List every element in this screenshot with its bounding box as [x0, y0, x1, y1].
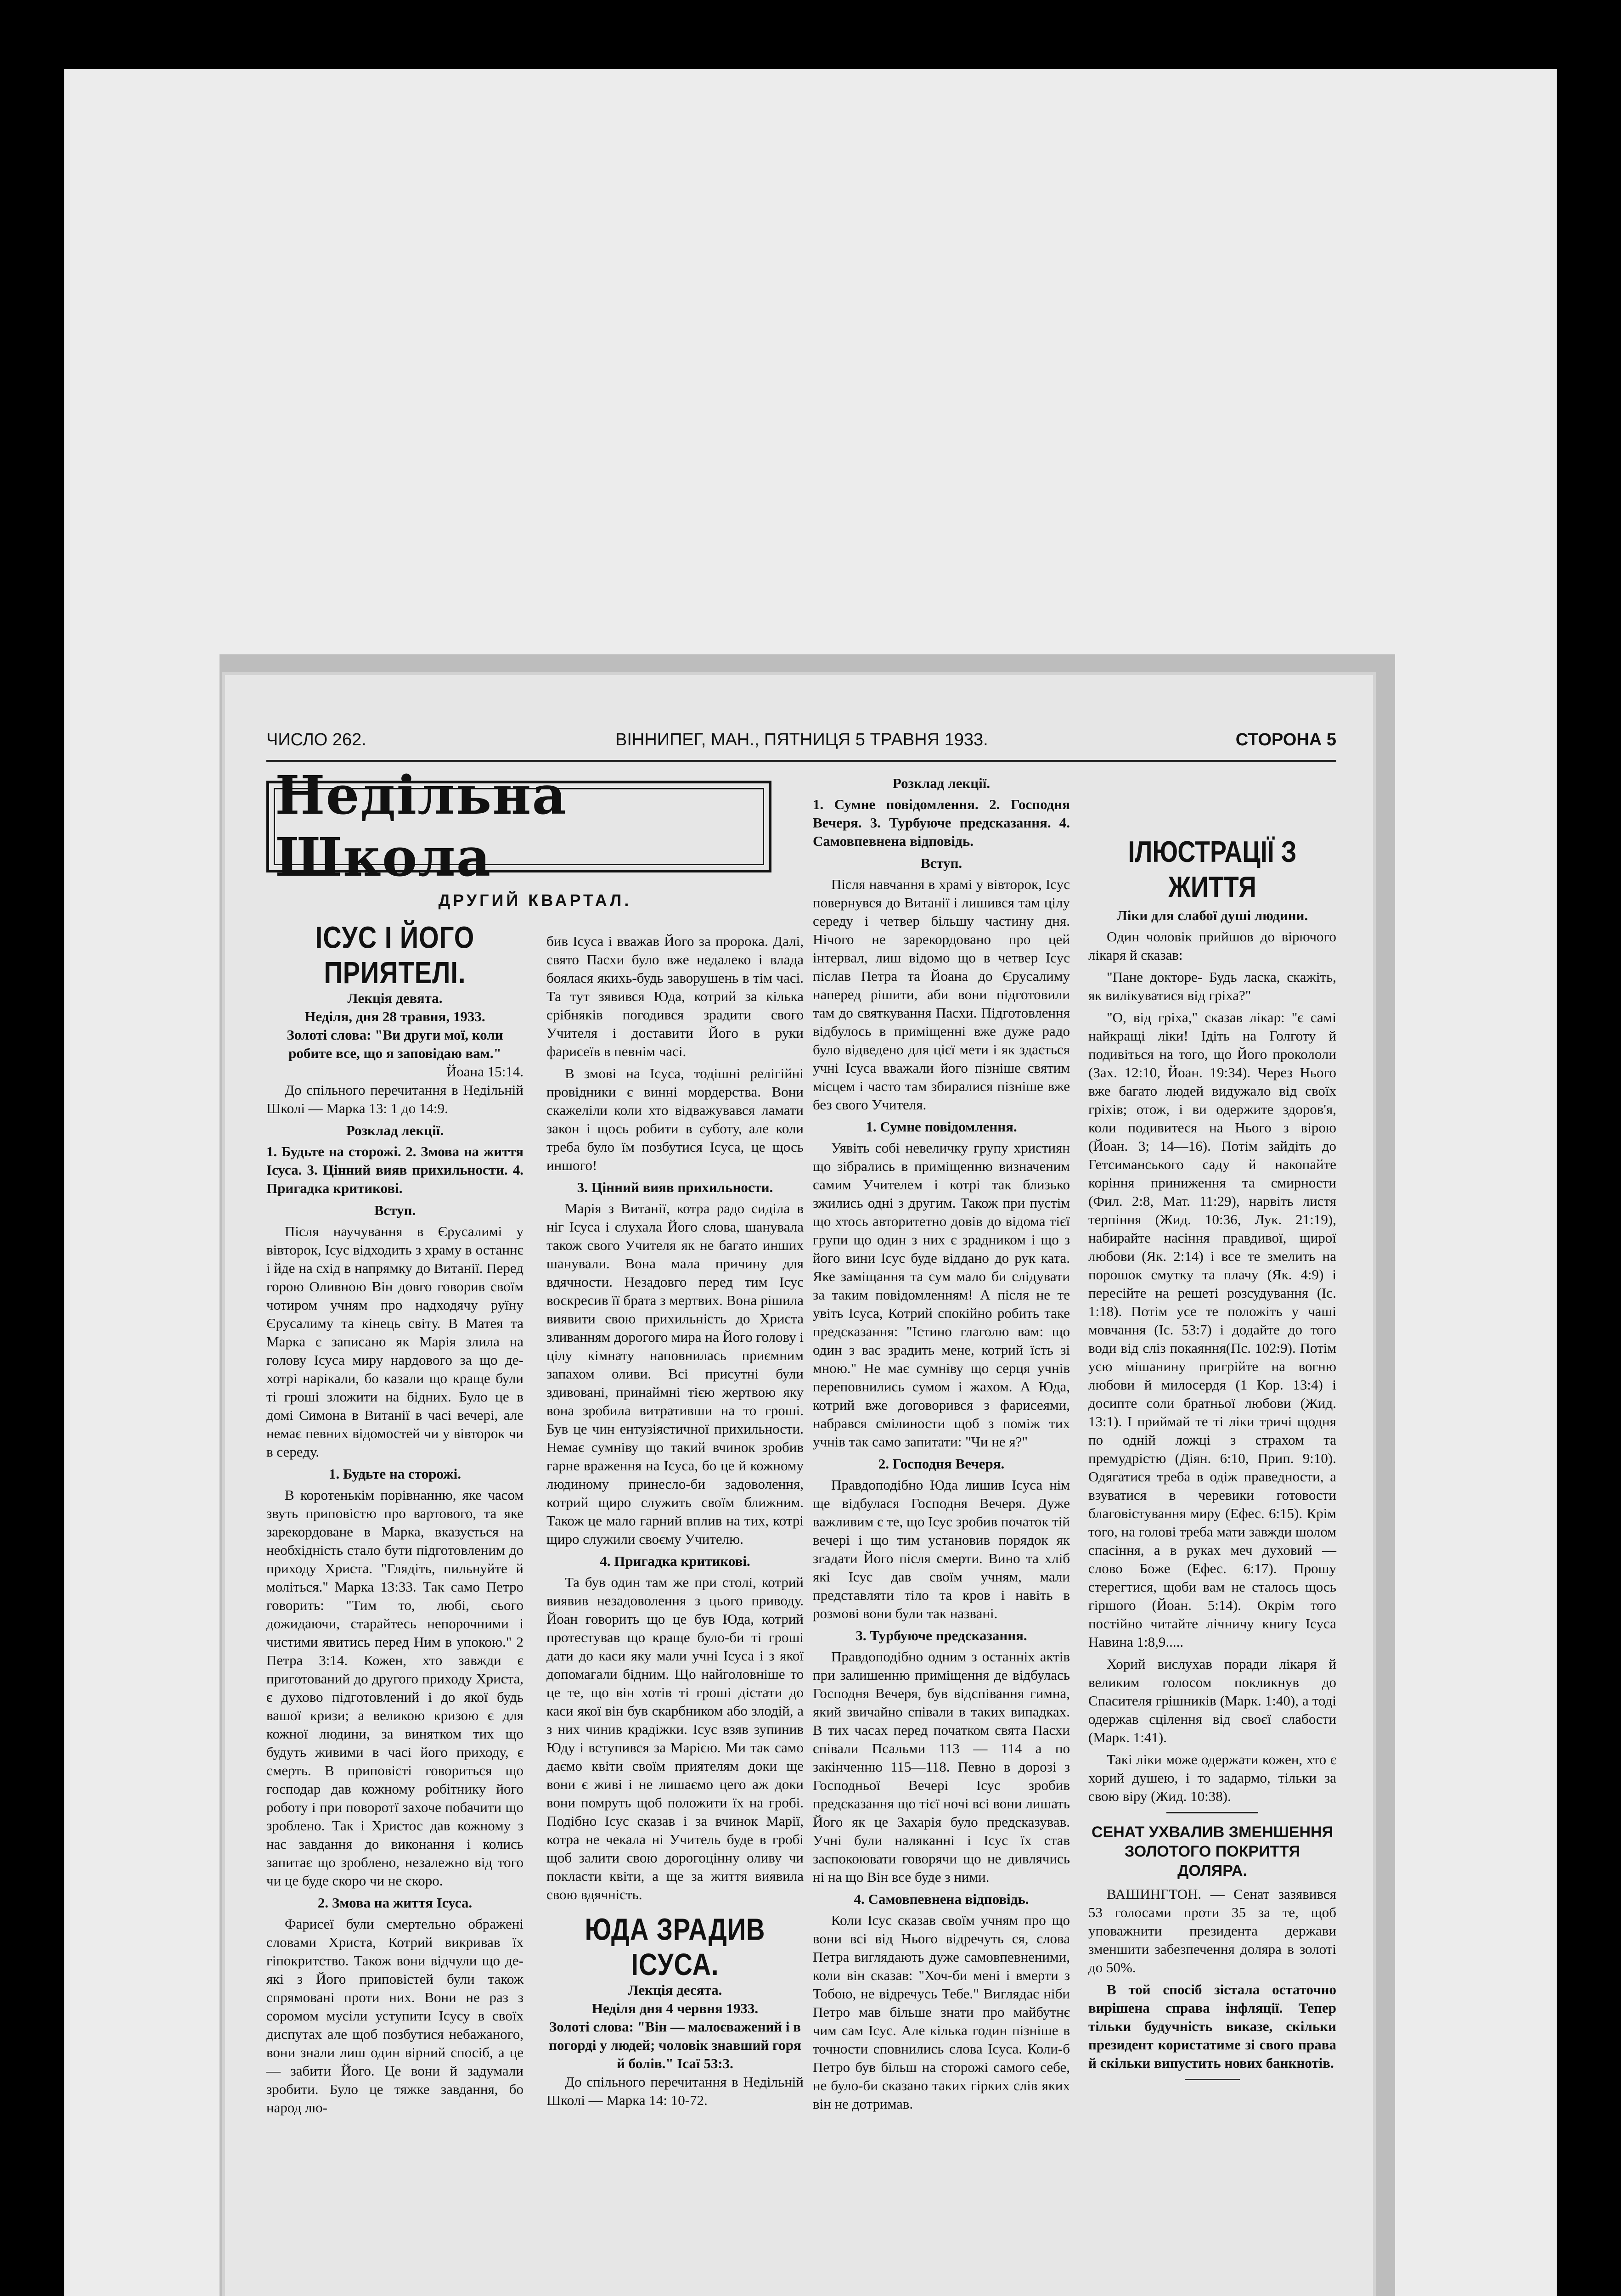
- lesson10-s2-head: 2. Господня Вечеря.: [878, 1456, 1005, 1472]
- lesson10-number: Лекція десята.: [628, 1982, 722, 1998]
- lesson10-reading: До спільного перечитання в Недільній Школі — Марка 14: 10-72.: [546, 2074, 804, 2108]
- lesson10-golden-words: Золоті слова: "Він — малоєважений і в погорді у людей; чоловік знавший горя й болів." Ісаї 53:3.: [549, 2019, 801, 2071]
- illustrations-text4: Хорий вислухав поради лікаря й великим голосом покликнув до Спасителя грішників (Марк. 1:40), а тоді одержав сцілення від своєї слабости (Марк. 1:41).: [1088, 1656, 1336, 1745]
- lesson10-plan-head: Розклад лекції.: [892, 775, 991, 791]
- lesson9-date: Неділя, дня 28 травня, 1933.: [304, 1008, 485, 1024]
- lesson9-s2-head: 2. Змова на життя Ісуса.: [317, 1895, 473, 1911]
- illustrations-title: ІЛЮСТРАЦІЇ З ЖИТТЯ: [1128, 835, 1297, 904]
- lesson10-title: ЮДА ЗРАДИВ ІСУСА.: [585, 1912, 765, 1982]
- end-divider: [1185, 2079, 1240, 2080]
- masthead-rule: [266, 760, 1336, 762]
- lesson10-s3-head: 3. Турбуюче предсказання.: [856, 1627, 1027, 1643]
- column-1: [266, 920, 523, 2121]
- page-number: СТОРОНА 5: [1235, 730, 1336, 749]
- senate-text1: ВАШИНГТОН. — Сенат зазявився 53 голосами проти 35 за те, щоб уповажнити президента держави зменшити забезпечення доляра в золоті до 50%.: [1088, 1886, 1336, 1975]
- illustrations-text1: Один чоловік прийшов до вірючого лікаря й сказав:: [1088, 929, 1336, 963]
- column-2: [546, 932, 804, 2113]
- senate-text2: В той спосіб зістала остаточно вирішена справа інфляції. Тепер тільки будучність виказе, скільки президент користатиме зі свого права й скільки випустить нових банкнотів.: [1088, 1981, 1336, 2071]
- column-3: [813, 771, 1070, 2117]
- lesson9-intro-head: Вступ.: [374, 1202, 416, 1218]
- lesson9-s4: Та був один там же при столі, котрий виявив незадоволення з цього приводу. Йоан говорить що це був Юда, котрий протестував що краще було-би ті гроші дати до каси яку мали учні Ісуса і з якої допомагали бідним. Що найголовніше то це те, що він хотів ті гроші дістати до каси якої він був скарбником або злодій, а з них чинив крадіжки. Ісус взяв зупинив Юду і вступився за Марією. Ми так само даємо квіти своїм приятелям доки ще вони є живі і не лишаємо цего аж доки вони помруть щоб положити їх на гробі. Подібно Ісус сказав і за вчинок Марії, котра не чекала ні Учитель буде в гробі щоб залити свою дорогоцінну оливу чи покласти квіти, а ще за життя виявила свою вдячність.: [546, 1574, 804, 1902]
- lesson9-s4-head: 4. Пригадка критикові.: [600, 1553, 750, 1569]
- col2-text2: В змові на Ісуса, тодішні релігійні провідники є винні мордерства. Вони скажеліли коли хто відважувався ламати закон і щось робити в суботу, але коли треба було їм позбутися Ісуса, це щось иншого!: [546, 1065, 804, 1173]
- illustrations-text3: "О, від гріха," сказав лікар: "є самі найкращі ліки! Ідіть на Голготу й подивіться на того, що Його прокололи (Зах. 12:10, Йоан. 19:34). Через Нього вже багато людей видужало від своїх гріхів; отож, і ви одержите здоров'я, коли подивитеся на Нього з вірою (Йоан. 3; 14—16). Потім зайдіть до Гетсиманського саду й накопайте коріння приниження та смирности (Фил. 2:8, Мат. 11:29), нарвіть листя терпіння (Жид. 10:36, Лук. 21:19), набирайте насіння правдивої, щирої любови (Як. 2:14) і все те змелить на порошок смутку та плачу (Як. 4:9) і пересійте на решеті розсудування (Іс. 1:18). Потім усе те положіть у чаші мовчання (Іс. 53:7) і додайте до того води від сліз покаяння(Пс. 102:9). Потім усю мішанину пригрійте на вогню любови й милосердя (1 Кор. 13:4) і досипте соли братньої любови (Жид. 13:1). І приймай те ті ліки тричі щодня по одній ложці з страхом та премудрістю (Діян. 6:10, Прип. 9:10). Одягатися треба в одіж праведности, а взуватися в черевики готовости благовістування миру (Ефес. 6:15). Крім того, на голові треба мати завжди шолом спасіння, а в руках меч духовий — слово Боже (Ефес. 6:17). Прошу стерегтися, щоби вам не сталось щось гіршого (Йоан. 5:14). Окрім того постійно читайте лічничу книгу Ісуса Навина 1:8,9.....: [1088, 1009, 1336, 1650]
- lesson10-intro-head: Вступ.: [920, 855, 962, 871]
- illustrations-text5: Такі ліки може одержати кожен, хто є хорий душею, і то задармо, тільки за свою віру (Жид. 10:38).: [1088, 1751, 1336, 1804]
- illustrations-text2: "Пане докторе- Будь ласка, скажіть, як вилікуватися від гріха?": [1088, 969, 1336, 1003]
- lesson9-s2: Фарисеї були смертельно ображені словами Христа, Котрий викривав їх гіпокритство. Також вони відчули що де-які з Його приповістей були також спрямовані проти них. Вони не раз з соромом мусіли уступити Ісусу в своїх диспутах але щоб позбутися небажаного, вони знали лиш один вірний спосіб, а це — забити Його. Це вони й задумали зробити. Було це тяжке завдання, бо народ лю-: [266, 1916, 523, 2116]
- masthead: [266, 730, 1336, 758]
- section-banner: [266, 765, 771, 889]
- senate-title: СЕНАТ УХВАЛИВ ЗМЕНШЕННЯ ЗОЛОТОГО ПОКРИТТЯ ДОЛЯРА.: [1091, 1823, 1334, 1880]
- column-4: [1088, 771, 1336, 2087]
- section-title: Недільна Школа: [274, 788, 764, 865]
- lesson9-plan-head: Розклад лекції.: [346, 1122, 444, 1138]
- lesson10-s3: Правдоподібно одним з останніх актів при залишенню приміщення де відбулась Господня Вечеря, був відспівання гимна, який звичайно співали в таких випадках. В тих часах перед початком свята Пасхи співали Псальми 113 — 114 а по закінченню 115—118. Певно в дорозі з Господньої Вечері Ісус зробив предсказання що тієї ночі всі вони лишать Його як це Захарія було предсказував. Учні були наляканні і Ісус їх став заспокоювати говорячи що не дивлячись ні на що Він все буде з ними.: [813, 1649, 1070, 1885]
- lesson9-golden-words: Золоті слова: "Ви други мої, коли робите все, що я заповідаю вам.": [287, 1027, 503, 1061]
- dateline: ВІННИПЕГ, МАН., ПЯТНИЦЯ 5 ТРАВНЯ 1933.: [615, 730, 988, 749]
- lesson9-s3: Марія з Витанії, котра радо сиділа в ніг Ісуса і слухала Його слова, шанувала також свого Учителя як не багато инших шанували. Вона мала причину для вдячности. Незадовго перед тим Ісус воскресив її брата з мертвих. Вона рішила виявити свою прихильність до Христа зливанням дорогого мира на Його голову і цілу кімнату наповнилась приємним запахом оливи. Всі присутні були здивовані, принаймні тією жертвою яку вона зробила витративши на то гроші. Був це чин ентузіястичної прихильности. Немає сумніву що такий вчинок зробив гарне враження на Ісуса, бо це й кожному людиному принесло-би задоволення, котрий щиро служить своїм ближним. Також це мало гарний вплив на тих, котрі щиро служили своєму Учителю.: [546, 1200, 804, 1547]
- lesson9-ref: Йоана 15:14.: [446, 1064, 523, 1080]
- newspaper-page: [225, 675, 1373, 2296]
- issue-number: ЧИСЛО 262.: [266, 730, 366, 749]
- lesson9-intro: Після научування в Єрусалимі у вівторок, Ісус відходить з храму в останнє і йде на схід в напрямку до Витанії. Перед горою Оливною Він довго говорив своїм чотиром учням про надходячу руїну Єрусалиму та кінець світу. В Матея та Марка є записано як Марія злила на голову Ісуса миру нардового за що де-хотрі нарікали, бо казали що краще були ті гроші зложити на бідних. Було це в домі Симона в Витанії в часі вечері, але немає певних відомостей чи у вівторок чи в середу.: [266, 1223, 523, 1460]
- lesson9-reading: До спільного перечитання в Недільній Школі — Марка 13: 1 до 14:9.: [266, 1082, 523, 1116]
- lesson10-s2: Правдоподібно Юда лишив Ісуса нім ще відбулася Господня Вечеря. Дуже важливим є те, що Ісус зробив початок тій вечері і що тим установив порядок як згадати Його після смерти. Вино та хліб які Ісус дав своїм учням, мали представляти тіло та кров і навіть в розмові вони були так названі.: [813, 1477, 1070, 1621]
- lesson10-plan: 1. Сумне повідомлення. 2. Господня Вечеря. 3. Турбуюче предсказання. 4. Самовпевнена відповідь.: [813, 796, 1070, 849]
- lesson10-s1: Уявіть собі невеличку групу християн що зібрались в приміщенню визначеним самим Учителем і котрі так близько зжились одні з другим. Також при пустім що хтось авторитетно довів до відома тієї групи що один з них є зрадником і що з його вини Ісус буде віддано до рук ката. Яке заміщання та сум мало би слідувати за таким повідомленням! А після не те увіть Ісуса, Котрий спокійно робить таке предсказання: "Істино глаголю вам: що один з вас зрадить мене, котрий їсть зі мною." Не має сумніву що серця учнів переповнились сумом і жахом. А Юда, котрий вже договорився з фарисеями, набрався смілиности щоб з поміж тих учнів так само запитати: "Чи не я?": [813, 1140, 1070, 1450]
- quarter-heading: ДРУГИЙ КВАРТАЛ.: [438, 891, 632, 910]
- lesson10-s1-head: 1. Сумне повідомлення.: [866, 1119, 1017, 1135]
- illustrations-subtitle: Ліки для слабої душі людини.: [1116, 907, 1308, 923]
- lesson9-s1-head: 1. Будьте на сторожі.: [329, 1466, 461, 1482]
- divider: [1166, 1812, 1258, 1813]
- lesson10-date: Неділя дня 4 червня 1933.: [591, 2000, 759, 2016]
- lesson9-number: Лекція девята.: [347, 990, 443, 1006]
- lesson9-plan: 1. Будьте на сторожі. 2. Змова на життя Ісуса. 3. Цінний вияв прихильности. 4. Пригадка критикові.: [266, 1143, 523, 1196]
- lesson10-intro: Після навчання в храмі у вівторок, Ісус повернувся до Витанії і лишився там цілу середу і четвер більшу частину дня. Нічого не зарекордовано про цей інтервал, лиш відомо що в четвер Ісус післав Петра та Йоана до Єрусалиму наперед рішити, аби вони підготовили там до святкування Пасхи. Підготовлення відбулось в приміщенні вже дуже радо було відведено для цієї мети і як здається учні Ісуса вважали його пізніше святим місцем і часто там збиралися пізніше вже без свого Учителя.: [813, 876, 1070, 1113]
- lesson9-title: ІСУС І ЙОГО ПРИЯТЕЛІ.: [315, 920, 475, 990]
- col2-text1: бив Ісуса і вважав Його за пророка. Далі, свято Пасхи було вже недалеко і влада боялася якихь-будь заворушень в тім часі. Та тут зявився Юда, котрий за кілька срібняків погодився зрадити свого Учителя і доставити Його в руки фарисеїв в певнім часі.: [546, 933, 804, 1059]
- lesson10-s4: Коли Ісус сказав своїм учням про що вони всі від Нього відречуть ся, слова Петра виглядають дуже самовпевненими, коли він сказав: "Хоч-би мені і вмерти з Тобою, не відречусь Тебе." Виглядає ніби Петро мав більше знати про майбутнє чим сам Ісус. Але кілька годин пізніше в точности сповнились слова Ісуса. Коли-б Петро був більш на сторожі самого себе, не було-би сказано таких гірких слів яких він не дотримав.: [813, 1912, 1070, 2112]
- lesson9-s3-head: 3. Цінний вияв прихильности.: [577, 1179, 773, 1195]
- lesson10-s4-head: 4. Самовпевнена відповідь.: [854, 1891, 1029, 1907]
- lesson9-s1: В коротенькім порівнанню, яке часом звуть приповістю про вартового, та яке зарекордоване в Марка, вказується на необхідність стало бути підготовленим до приходу Христа. "Глядіть, пильнуйте й моліться." Марка 13:33. Так само Петро говорить: "Тим то, любі, сього дожидаючи, старайтесь непорочними і чистими явитись перед Ним в упокою." 2 Петра 3:14. Кожен, хто завжди є приготований до другого приходу Христа, є духово підготовлений і до якої будь вашої кризи; а великою кризою є для кожної людини, за винятком тих що будуть живими в часі його приходу, є смерть. В приповісті говориться що господар дав кожному робітнику його роботу і при поворотї захоче побачити що зроблено. Так і Христос дав кожному з нас завдання до виконання і колись запитає що зроблено, незалежно від того чи це буде скоро чи не скоро.: [266, 1487, 523, 1889]
